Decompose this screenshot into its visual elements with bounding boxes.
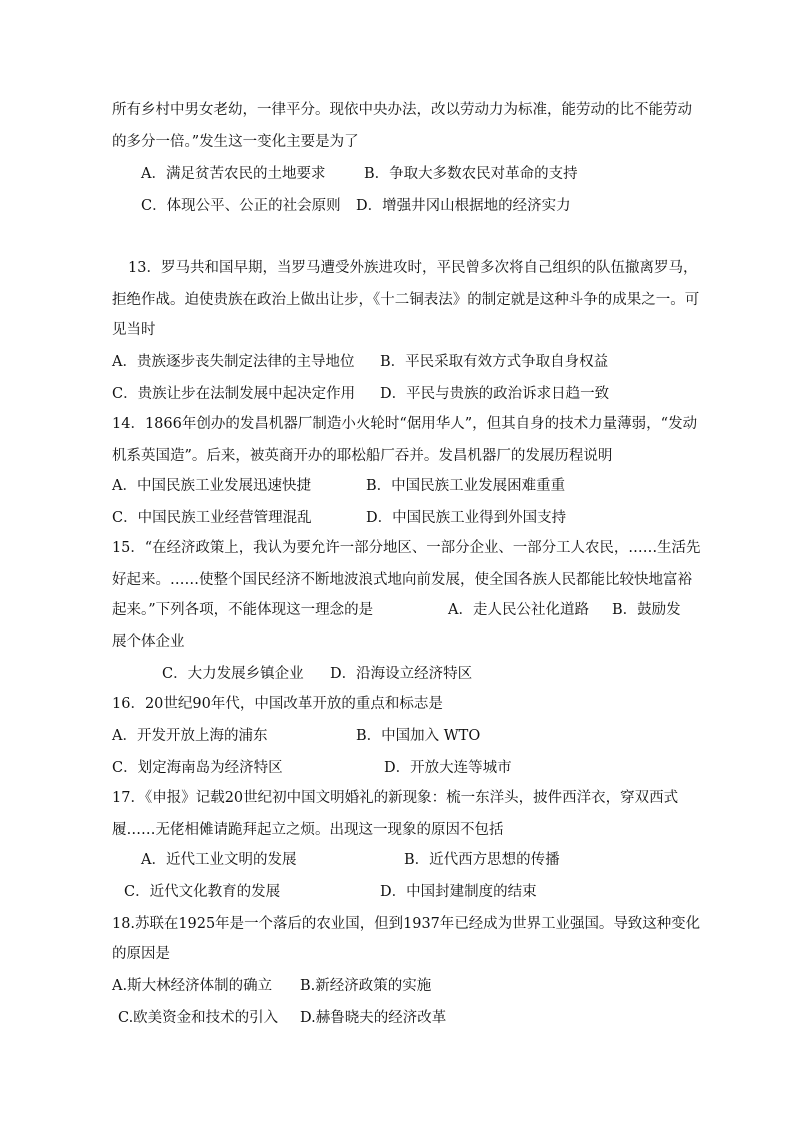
q15-option-c: C．大力发展乡镇企业: [162, 666, 304, 682]
q15-text-line-3: 起来。”下列各项，不能体现这一理念的是: [112, 602, 374, 618]
q18-option-d: D.赫鲁晓夫的经济改革: [300, 1010, 447, 1026]
q13-option-d: D．平民与贵族的政治诉求日趋一致: [380, 386, 610, 402]
q17-option-b: B．近代西方思想的传播: [404, 852, 560, 868]
q15-text-line-1: 15．“在经济政策上，我认为要允许一部分地区、一部分企业、一部分工人农民，……生活先: [112, 540, 701, 556]
q13-option-b: B．平民采取有效方式争取自身权益: [380, 354, 609, 370]
q14-text-line-2: 机系英国造”。后来，被英商开办的耶松船厂吞并。发昌机器厂的发展历程说明: [112, 448, 613, 464]
q18-text-line-2: 的原因是: [112, 946, 170, 962]
q13-option-c: C．贵族让步在法制发展中起决定作用: [112, 386, 356, 402]
q15-option-a: A．走人民公社化道路: [448, 602, 589, 618]
q16-option-d: D．开放大连等城市: [384, 760, 512, 776]
q16-option-c: C．划定海南岛为经济特区: [112, 760, 283, 776]
q16-option-b: B．中国加入 WTO: [356, 728, 481, 744]
q15-text-line-2: 好起来。……使整个国民经济不断地波浪式地向前发展，使全国各族人民都能比较快地富裕: [112, 572, 692, 588]
q17-text-line-2: 履……无佬相傩请跪拜起立之烦。出现这一现象的原因不包括: [112, 822, 504, 838]
q12-text-line-1: 所有乡村中男女老幼，一律平分。现依中央办法，改以劳动力为标准，能劳动的比不能劳动: [112, 102, 692, 118]
q13-text-line-3: 见当时: [112, 322, 156, 338]
q17-text-line-1: 17．《申报》记载20世纪初中国文明婚礼的新现象：梳一东洋头，披件西洋衣，穿双西式: [112, 790, 679, 806]
q18-option-b: B.新经济政策的实施: [300, 978, 432, 994]
q17-option-c: C．近代文化教育的发展: [124, 884, 281, 900]
q16-text-line-1: 16．20世纪90年代，中国改革开放的重点和标志是: [112, 696, 443, 712]
q12-option-d: D．增强井冈山根据地的经济实力: [356, 198, 571, 214]
q15-option-b: B．鼓励发: [612, 602, 681, 618]
q14-option-c: C．中国民族工业经营管理混乱: [112, 510, 312, 526]
q17-option-a: A．近代工业文明的发展: [141, 852, 297, 868]
q18-text-line-1: 18.苏联在1925年是一个落后的农业国，但到1937年已经成为世界工业强国。导致这种变化: [112, 916, 701, 932]
q14-option-b: B．中国民族工业发展困难重重: [366, 478, 566, 494]
q15-option-d: D．沿海设立经济特区: [330, 666, 473, 682]
q18-option-c: C.欧美资金和技术的引入: [118, 1010, 279, 1026]
q13-option-a: A．贵族逐步丧失制定法律的主导地位: [112, 354, 355, 370]
q14-option-d: D．中国民族工业得到外国支持: [366, 510, 567, 526]
q13-text-line-2: 拒绝作战。迫使贵族在政治上做出让步，《十二铜表法》的制定就是这种斗争的成果之一。可: [112, 292, 700, 308]
q12-option-c: C．体现公平、公正的社会原则: [141, 198, 341, 214]
q14-text-line-1: 14．1866年创办的发昌机器厂制造小火轮时“倨用华人”，但其自身的技术力量薄弱，“发动: [112, 416, 698, 432]
q12-option-b: B．争取大多数农民对革命的支持: [364, 166, 578, 182]
q12-text-line-2: 的多分一倍。”发生这一变化主要是为了: [112, 134, 359, 150]
q16-option-a: A．开发开放上海的浦东: [112, 728, 268, 744]
q13-text-line-1: 13．罗马共和国早期，当罗马遭受外族进攻时，平民曾多次将自己组织的队伍撤离罗马，: [128, 260, 698, 276]
q15-text-line-4: 展个体企业: [112, 634, 185, 650]
q14-option-a: A．中国民族工业发展迅速快捷: [112, 478, 311, 494]
q18-option-a: A.斯大林经济体制的确立: [112, 978, 273, 994]
q12-option-a: A．满足贫苦农民的土地要求: [141, 166, 326, 182]
q17-option-d: D．中国封建制度的结束: [380, 884, 537, 900]
